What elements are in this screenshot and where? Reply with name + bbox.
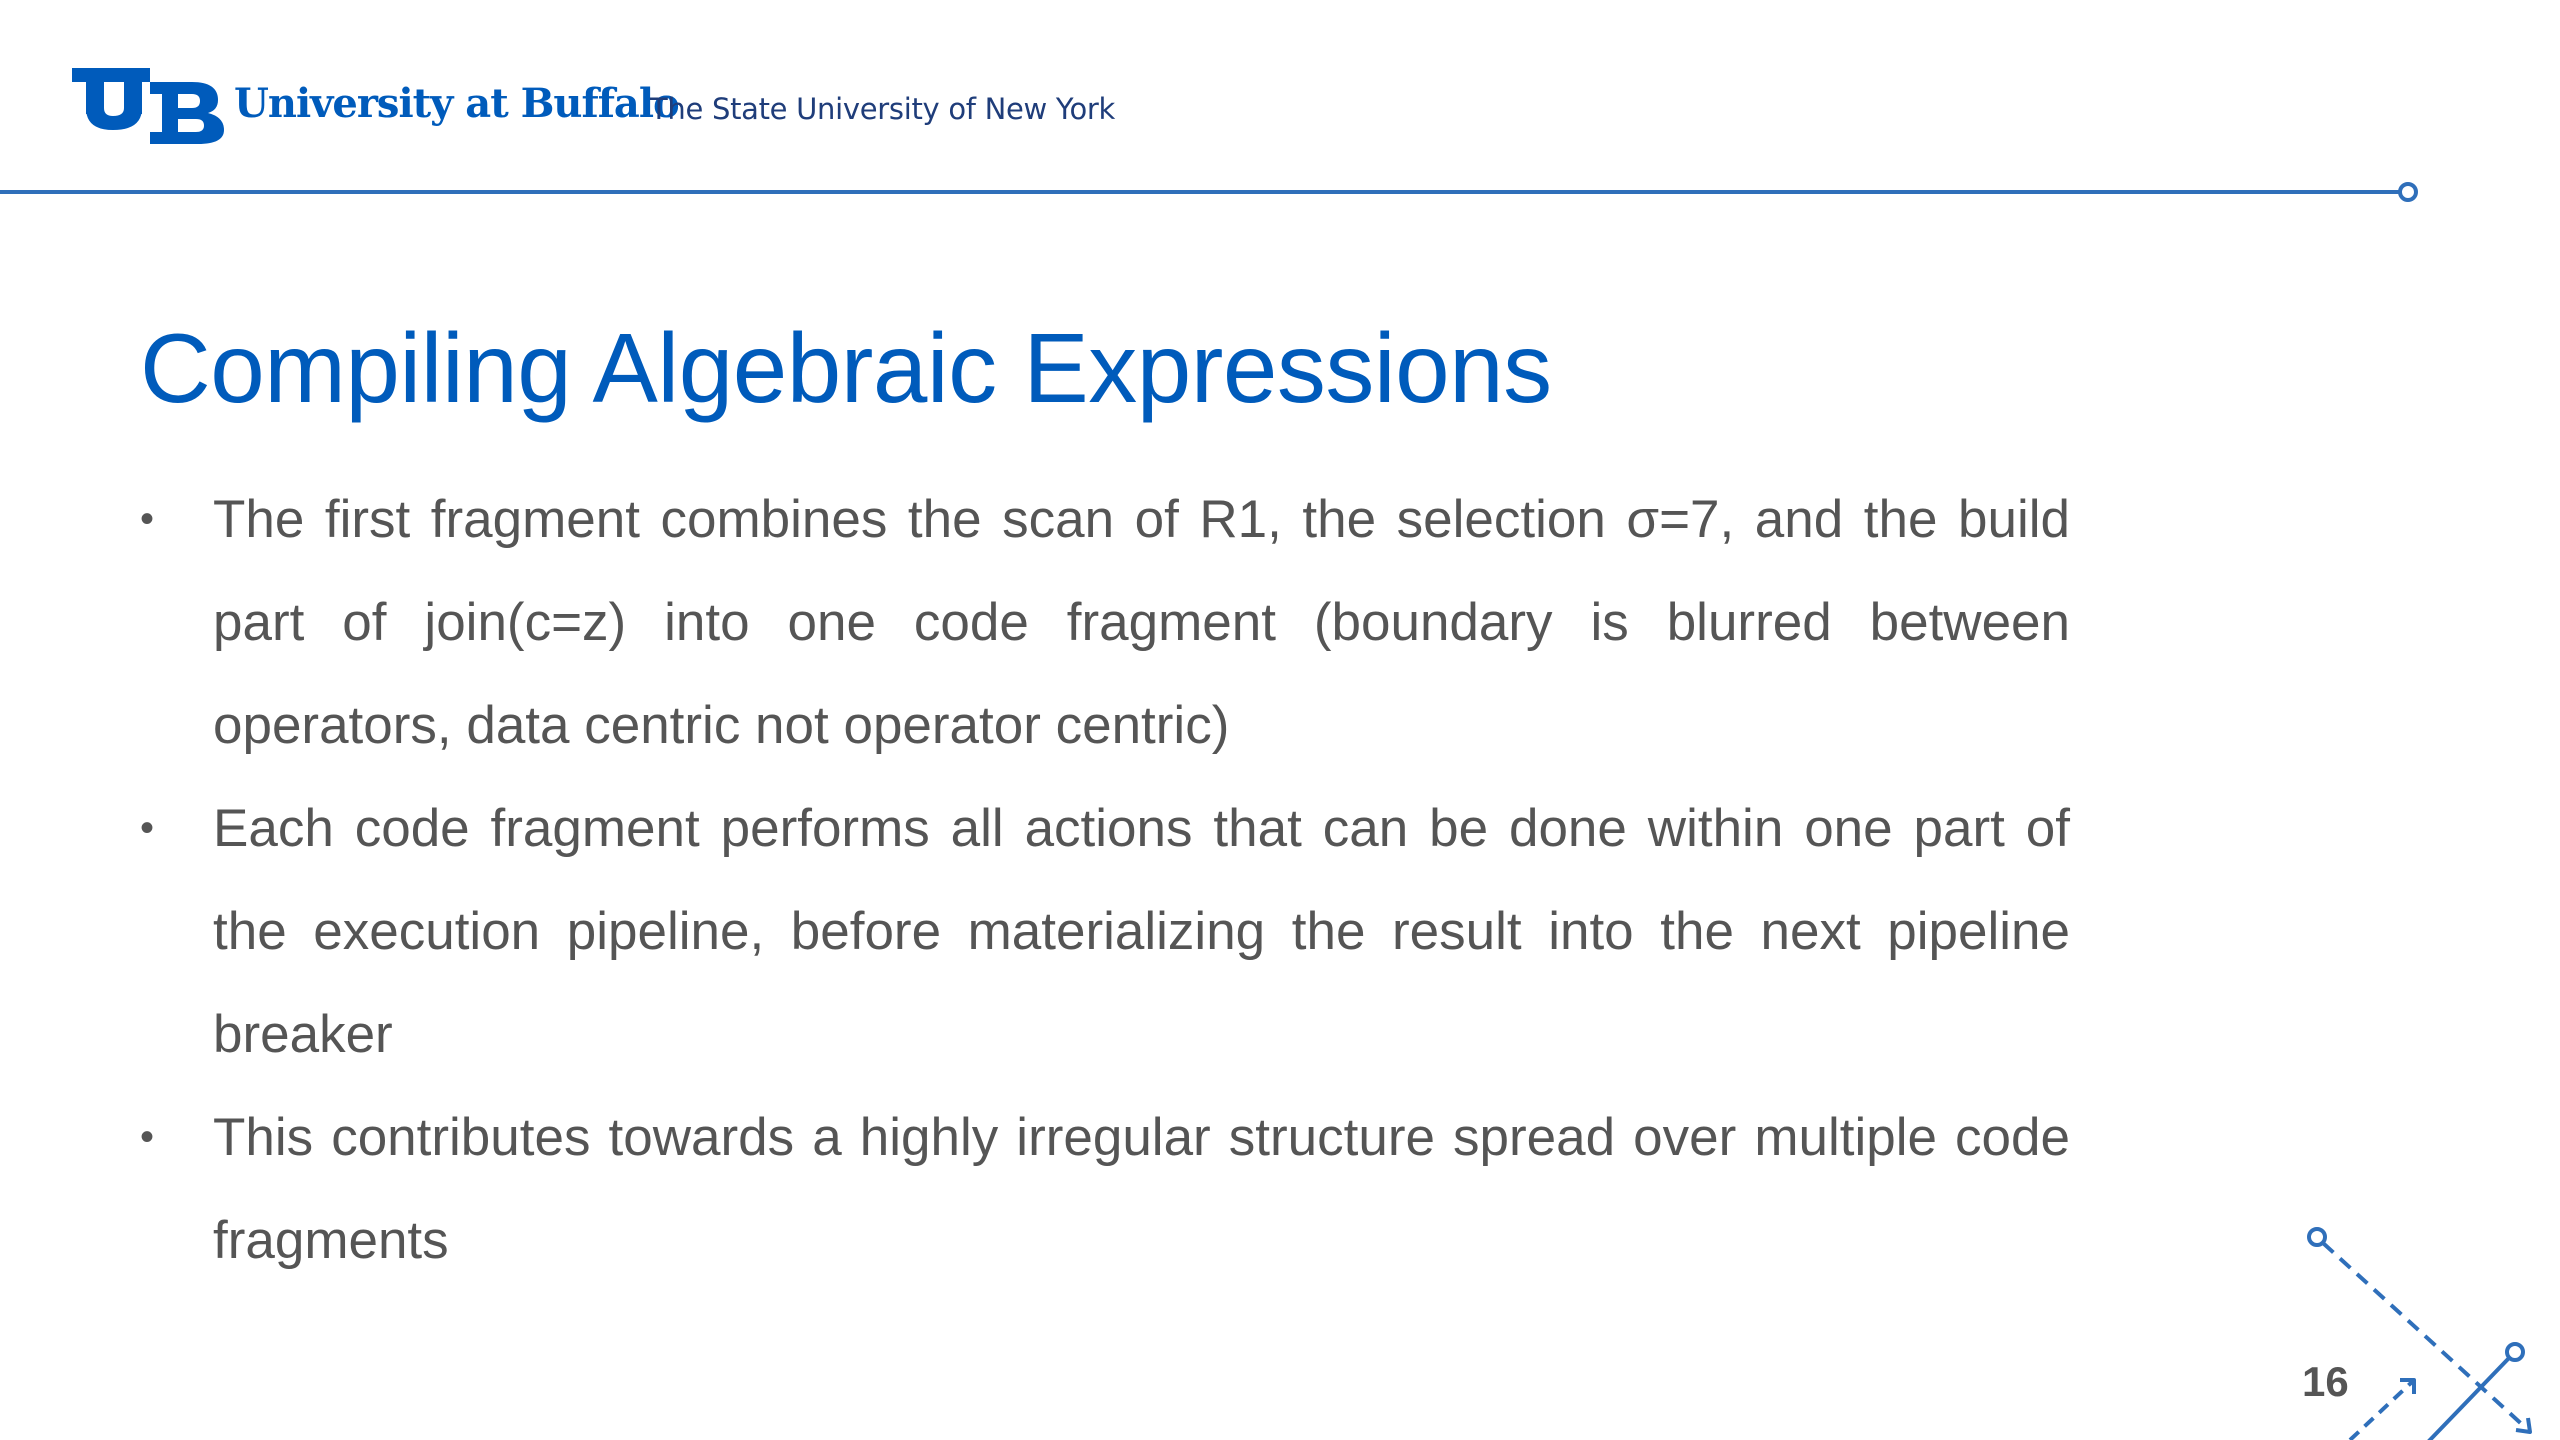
corner-decoration-icon [2290, 1210, 2560, 1440]
ub-logo-icon [72, 68, 224, 144]
university-wordmark: University at Buffalo [234, 80, 679, 127]
bullet-text: The first fragment combines the scan of R1, the selection σ=7, and the build part of join(c=z) into one code fragment (boundary is blurred between operators, data centric not operator centric) [213, 490, 2070, 755]
page-number: 16 [2302, 1358, 2349, 1405]
bullet-item [140, 1086, 2070, 1292]
bullet-list [140, 468, 2070, 1292]
bullet-marker: • [140, 497, 155, 541]
bullet-marker: • [140, 1115, 155, 1159]
university-tagline: The State University of New York [650, 92, 1116, 126]
bullet-item [140, 468, 2070, 777]
bullet-marker: • [140, 806, 155, 850]
header-divider [0, 180, 2420, 204]
slide-title: Compiling Algebraic Expressions [140, 313, 1552, 423]
bullet-text: Each code fragment performs all actions that can be done within one part of the execution pipeline, before materializing the result into the next pipeline breaker [213, 799, 2070, 1064]
bullet-item [140, 777, 2070, 1086]
bullet-text: This contributes towards a highly irregular structure spread over multiple code fragments [213, 1108, 2070, 1270]
